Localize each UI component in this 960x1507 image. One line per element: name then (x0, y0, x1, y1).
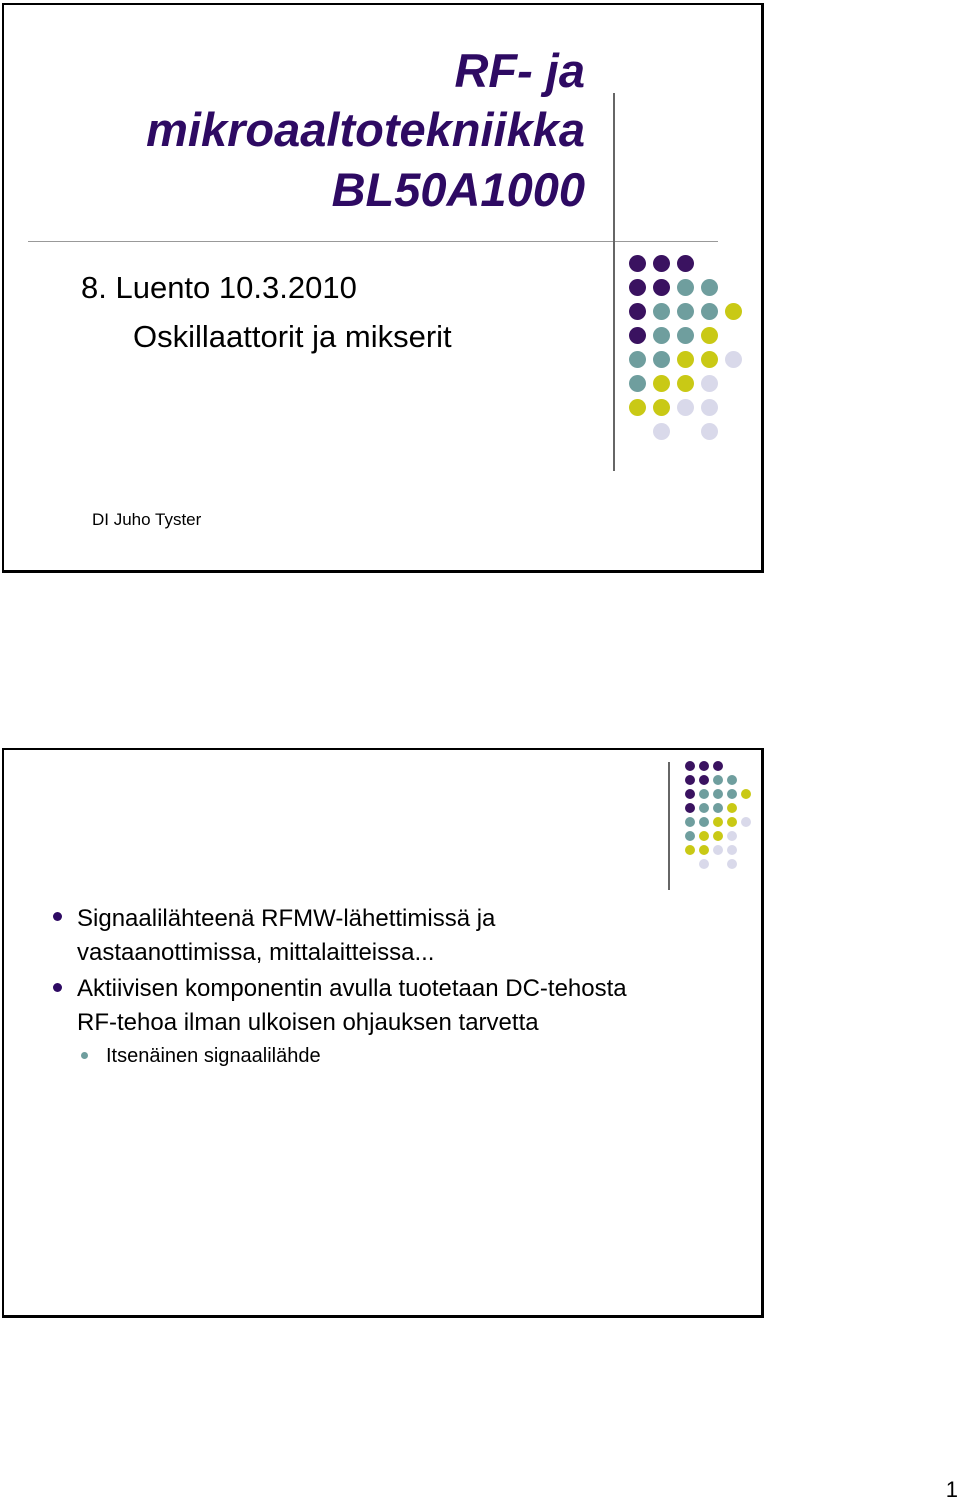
decorative-dot (629, 327, 646, 344)
decorative-dot (629, 255, 646, 272)
author-name: DI Juho Tyster (92, 510, 202, 529)
decorative-dot (713, 817, 723, 827)
vertical-divider (613, 93, 615, 471)
decorative-dot (713, 803, 723, 813)
decorative-dot (653, 255, 670, 272)
decorative-dot (727, 845, 737, 855)
decorative-dot (685, 775, 695, 785)
bullet-icon (53, 983, 62, 992)
decorative-dot (677, 351, 694, 368)
page-number: 1 (945, 1477, 958, 1502)
decorative-dot (725, 303, 742, 320)
lecture-topic: Oskillaattorit ja mikserit (133, 319, 452, 354)
decorative-dot (677, 327, 694, 344)
decorative-dot (685, 831, 695, 841)
slide-content (2, 748, 764, 1318)
decorative-dot (727, 831, 737, 841)
decorative-dot (713, 789, 723, 799)
decorative-dot (629, 279, 646, 296)
decorative-dot (629, 351, 646, 368)
decorative-dot (725, 351, 742, 368)
decorative-dot (653, 423, 670, 440)
decorative-dot (653, 303, 670, 320)
decorative-dot (701, 279, 718, 296)
decorative-dot (699, 831, 709, 841)
decorative-dot (699, 803, 709, 813)
decorative-dot (677, 375, 694, 392)
slide-title (2, 3, 764, 573)
decorative-dot (713, 775, 723, 785)
decorative-dot (699, 761, 709, 771)
decorative-dot (699, 859, 709, 869)
bullet-text-line: RF-tehoa ilman ulkoisen ohjauksen tarvetta (77, 1009, 539, 1036)
sub-bullet-text: Itsenäinen signaalilähde (106, 1045, 321, 1067)
decorative-dot (741, 817, 751, 827)
decorative-dot (685, 845, 695, 855)
decorative-dot (701, 327, 718, 344)
decorative-dot (701, 375, 718, 392)
decorative-dot (685, 803, 695, 813)
decorative-dot (727, 775, 737, 785)
decorative-dot (699, 789, 709, 799)
course-code: BL50A1000 (331, 163, 585, 216)
decorative-dot (653, 399, 670, 416)
decorative-dot (713, 761, 723, 771)
decorative-dot (685, 789, 695, 799)
decorative-dot (727, 803, 737, 813)
decorative-dot (629, 303, 646, 320)
vertical-divider (668, 762, 670, 890)
decorative-dot (677, 255, 694, 272)
decorative-dot (727, 789, 737, 799)
bullet-text-line: Aktiivisen komponentin avulla tuotetaan DC-tehosta (77, 975, 627, 1002)
decorative-dot (677, 279, 694, 296)
course-title-line-2: mikroaaltotekniikka (146, 103, 585, 156)
bullet-icon (53, 912, 62, 921)
decorative-dot (677, 303, 694, 320)
decorative-dot (727, 859, 737, 869)
decorative-dot (685, 817, 695, 827)
decorative-dot (701, 423, 718, 440)
decorative-dot (701, 399, 718, 416)
decorative-dot (713, 845, 723, 855)
bullet-text-line: Signaalilähteenä RFMW-lähettimissä ja (77, 905, 496, 932)
decorative-dot (653, 351, 670, 368)
decorative-dot (741, 789, 751, 799)
decorative-dot (653, 327, 670, 344)
decorative-dot (629, 399, 646, 416)
decorative-dot (653, 279, 670, 296)
decorative-dot (699, 817, 709, 827)
bullet-text-line: vastaanottimissa, mittalaitteissa... (77, 939, 435, 966)
decorative-dot (701, 351, 718, 368)
lecture-date: 8. Luento 10.3.2010 (81, 270, 357, 305)
sub-bullet-icon (81, 1052, 88, 1059)
decorative-dot (727, 817, 737, 827)
decorative-dot (677, 399, 694, 416)
decorative-dot (653, 375, 670, 392)
decorative-dot (629, 375, 646, 392)
decorative-dot (701, 303, 718, 320)
decorative-dot (685, 761, 695, 771)
decorative-dot (699, 845, 709, 855)
course-title-line-1: RF- ja (454, 44, 585, 97)
decorative-dot (699, 775, 709, 785)
decorative-dot (713, 831, 723, 841)
